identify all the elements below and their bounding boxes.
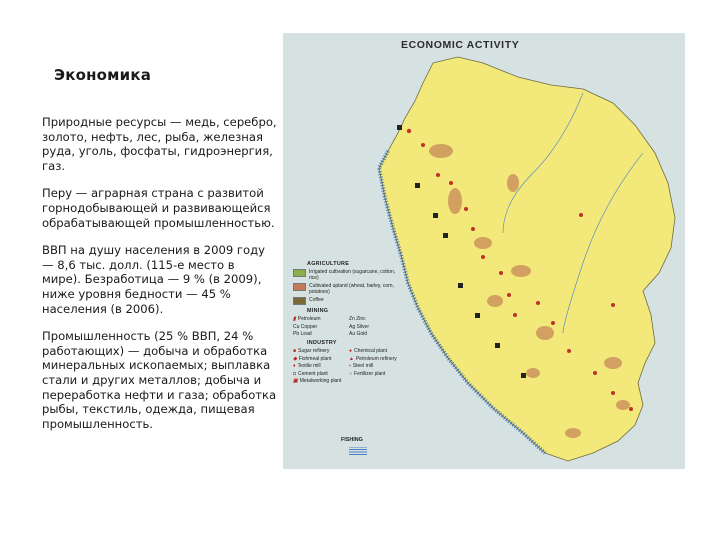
map-title: ECONOMIC ACTIVITY bbox=[401, 39, 520, 51]
legend-mining-item: Au Gold bbox=[349, 331, 368, 337]
legend-industry-item: ▣ Metalworking plant bbox=[293, 378, 342, 384]
mining-area bbox=[604, 357, 622, 369]
legend-item bbox=[293, 297, 401, 305]
peru-map-svg bbox=[283, 33, 685, 469]
fishing-swatch bbox=[349, 447, 367, 455]
text-column bbox=[42, 115, 277, 444]
paragraph-gdp: ВВП на душу населения в 2009 году — 8,6 тыс. долл. (115-е место в мире). Безработица — 9 % (в 2009), ниже уровня бедности — 45 % населения (в 2006). bbox=[42, 243, 265, 316]
paragraph-industry: Промышленность (25 % ВВП, 24 % работающих) — добыча и обработка минеральных ископаемых; выплавка стали и других металлов; добыча и переработка нефти и газа; обработка рыбы, текстиль, одежда, пищевая промышленность. bbox=[42, 329, 277, 431]
mining-area bbox=[536, 326, 554, 340]
legend-mining-heading: MINING bbox=[307, 308, 329, 314]
legend-industry-item: ● Chemical plant bbox=[349, 348, 388, 354]
legend-mining-grid bbox=[293, 316, 401, 337]
mining-area bbox=[474, 237, 492, 249]
legend-mining-item: Pb Lead bbox=[293, 331, 312, 337]
peru-landmass bbox=[379, 57, 675, 461]
legend-fishing-heading: FISHING bbox=[341, 437, 363, 443]
mining-area bbox=[429, 144, 453, 158]
legend-industry-heading: INDUSTRY bbox=[307, 340, 337, 346]
legend-mining-item: Zn Zinc bbox=[349, 316, 366, 322]
paragraph-agrarian: Перу — аграрная страна с развитой горнодобывающей и развивающейся обрабатывающей промышленностью. bbox=[42, 186, 275, 230]
economic-activity-map bbox=[283, 33, 685, 469]
legend-mining-item: Cu Copper bbox=[293, 323, 318, 330]
mining-area bbox=[448, 188, 462, 214]
legend-industry-item: ◘ Cement plant bbox=[293, 370, 328, 377]
legend-industry-item: ▲ Petroleum refinery bbox=[349, 355, 397, 362]
mining-area bbox=[511, 265, 531, 277]
legend-agriculture-heading: AGRICULTURE bbox=[307, 261, 350, 267]
mining-area bbox=[487, 295, 503, 307]
legend-label: Coffee bbox=[309, 297, 324, 303]
legend-label: Cultivated upland (wheat, barley, corn, potatoes) bbox=[309, 283, 394, 295]
legend-label: Irrigated cultivation (sugarcane, cotton, rice) bbox=[309, 269, 396, 281]
legend-mining-item: ▮ Petroleum bbox=[293, 316, 321, 322]
page-title: Экономика bbox=[54, 66, 152, 84]
legend-industry-item: ■ Sugar refinery bbox=[293, 348, 330, 354]
legend-item bbox=[293, 269, 401, 281]
legend-industry-item: ○ Fertilizer plant bbox=[349, 370, 386, 377]
paragraph-resources: Природные ресурсы — медь, серебро, золото, нефть, лес, рыба, железная руда, уголь, фосфаты, гидроэнергия, газ. bbox=[42, 115, 277, 173]
legend-swatch bbox=[293, 297, 306, 305]
legend-item bbox=[293, 283, 401, 295]
legend-industry-item: ◆ Fishmeal plant bbox=[293, 355, 332, 362]
mining-area bbox=[565, 428, 581, 438]
legend-industry-grid bbox=[293, 348, 401, 384]
map-legend bbox=[293, 258, 401, 384]
mining-area bbox=[507, 174, 519, 192]
mining-area bbox=[616, 400, 630, 410]
mining-area bbox=[526, 368, 540, 378]
legend-industry-item: ▪ Steel mill bbox=[349, 363, 374, 369]
legend-mining-item: Ag Silver bbox=[349, 323, 370, 330]
legend-industry-item: ♦ Textile mill bbox=[293, 363, 321, 369]
legend-swatch bbox=[293, 269, 306, 277]
legend-swatch bbox=[293, 283, 306, 291]
